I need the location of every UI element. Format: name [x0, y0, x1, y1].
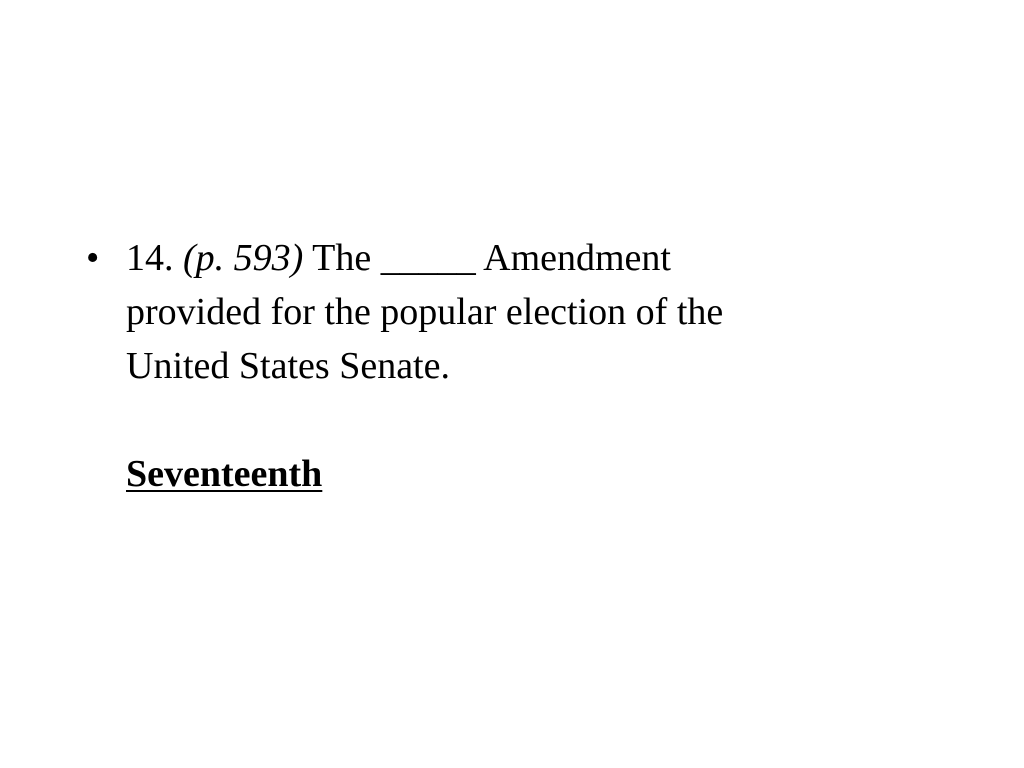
- page-reference: (p. 593): [183, 237, 304, 279]
- answer-line: [126, 447, 846, 501]
- question-line-3: United States Senate.: [126, 345, 450, 387]
- question-line-1: [126, 231, 846, 285]
- question-line-2: provided for the popular election of the: [126, 291, 724, 333]
- bullet-icon: •: [86, 237, 100, 279]
- question-text: [126, 231, 846, 501]
- blank-line: [126, 393, 846, 447]
- answer-text: Seventeenth: [126, 453, 323, 495]
- question-bullet: [86, 231, 846, 501]
- question-number: 14.: [126, 237, 174, 279]
- question-line-1-text: The _____ Amendment: [312, 237, 671, 279]
